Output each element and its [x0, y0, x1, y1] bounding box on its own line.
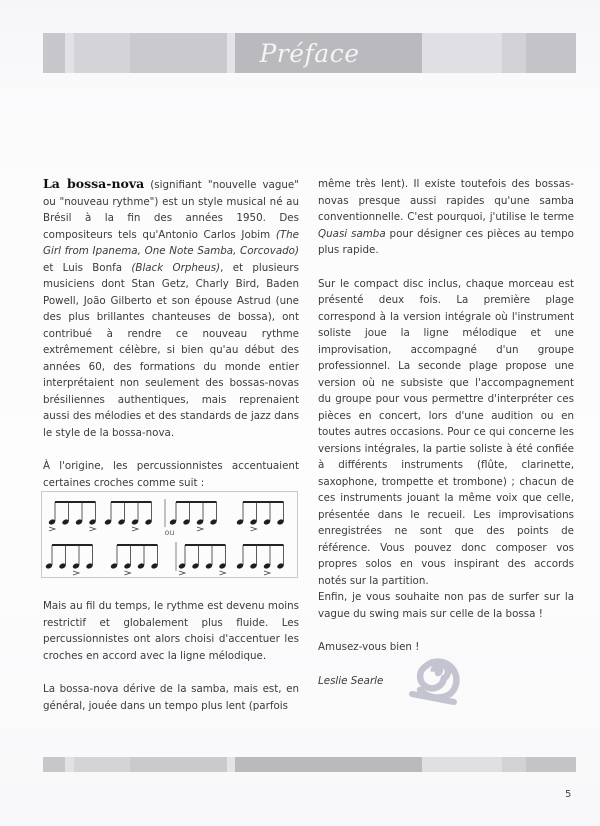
italic-titles: (The Girl from Ipanema, One Note Samba, Corcovado)	[43, 228, 299, 257]
text: et Luis Bonfa	[43, 261, 132, 274]
left-column-lower	[43, 598, 299, 731]
samba-paragraph: La bossa-nova dérive de la samba, mais est, en général, jouée dans un tempo plus lent (parfois	[43, 683, 299, 712]
author-signature: Leslie Searle	[318, 674, 384, 687]
band-segment	[422, 757, 502, 772]
closing-paragraph: Enfin, je vous souhaite non pas de surfer sur la vague du swing mais sur celle de la bossa !	[318, 591, 574, 620]
page-title: Préface	[259, 38, 360, 68]
farewell: Amusez-vous bien !	[318, 641, 420, 653]
header-band	[43, 33, 576, 73]
band-segment	[43, 757, 65, 772]
left-column	[43, 176, 299, 508]
band-segment	[502, 757, 526, 772]
spiral-icon	[396, 634, 476, 712]
rhythm-notation-example	[41, 491, 298, 578]
separator-label: ou	[164, 528, 175, 537]
band-segment	[235, 757, 422, 772]
right-column	[318, 176, 574, 706]
italic-term: Quasi samba	[318, 227, 386, 240]
band-segment	[526, 757, 576, 772]
cd-paragraph: Sur le compact disc inclus, chaque morceau est présenté deux fois. La première plage correspond à la version intégrale où l'instrument soliste joue la ligne mélodique et une improvisation, accompagné d'un groupe professionnel. La seconde plage propose une version où ne subsiste que l'accompagnement du groupe pour vous permettre d'interpréter ces pièces en concert, lors d'une audition ou en toutes autres occasions. Pour ce qui concerne les versions intégrales, la partie soliste à été confiée à différents instruments (flûte, clarinette, saxophone, trompette et trombone) ; chacun de ces instruments jouant la même voix que celle, présentée dans le recueil. Les improvisations enregistrées ne sont que des points de référence. Vous pouvez donc composer vos propres solos en vous inspirant des accords notés sur la partition.	[318, 277, 574, 587]
lead-term: La bossa-nova	[43, 176, 145, 191]
footer-band	[43, 757, 576, 772]
italic-title: (Black Orpheus)	[131, 261, 221, 274]
text: , et plusieurs musiciens dont Stan Getz, Charly Bird, Baden Powell, João Gilberto et son épouse Astrud (une des plus brillantes chanteuses de bossa), ont contribué à rendre ce nouveau rythme extrêmement célèbre, si bien qu'au début des années 60, des formations du monde entier interprétaient non seulement des bossas-novas brésiliennes authentiques, mais reprenaient aussi des mélodies et des standards de jazz dans le style de la bossa-nova.	[43, 261, 299, 439]
band-segment	[227, 757, 235, 772]
tempo-paragraph	[318, 176, 574, 259]
intro-paragraph	[43, 176, 299, 441]
band-segment	[74, 757, 130, 772]
text: pour désigner ces pièces au tempo plus rapide.	[318, 227, 574, 256]
text: (signifiant "nouvelle vague" ou "nouveau rythme") est un style musical né au Brésil à la fin des années 1950. Des compositeurs tels qu'Antonio Carlos Jobim	[43, 179, 299, 241]
evolution-paragraph: Mais au fil du temps, le rythme est devenu moins restrictif et globalement plus fluide. Les percussionnistes ont alors choisi d'accentuer les croches en accord avec la ligne mélodique.	[43, 600, 299, 662]
origin-paragraph: À l'origine, les percussionnistes accentuaient certaines croches comme suit :	[43, 460, 299, 489]
text: même très lent). Il existe toutefois des bossas-novas presque aussi rapides qu'une samba conventionnelle. C'est pourquoi, j'utilise le terme	[318, 178, 574, 223]
band-segment	[130, 757, 227, 772]
band-segment	[65, 757, 74, 772]
page-number: 5	[565, 789, 572, 800]
